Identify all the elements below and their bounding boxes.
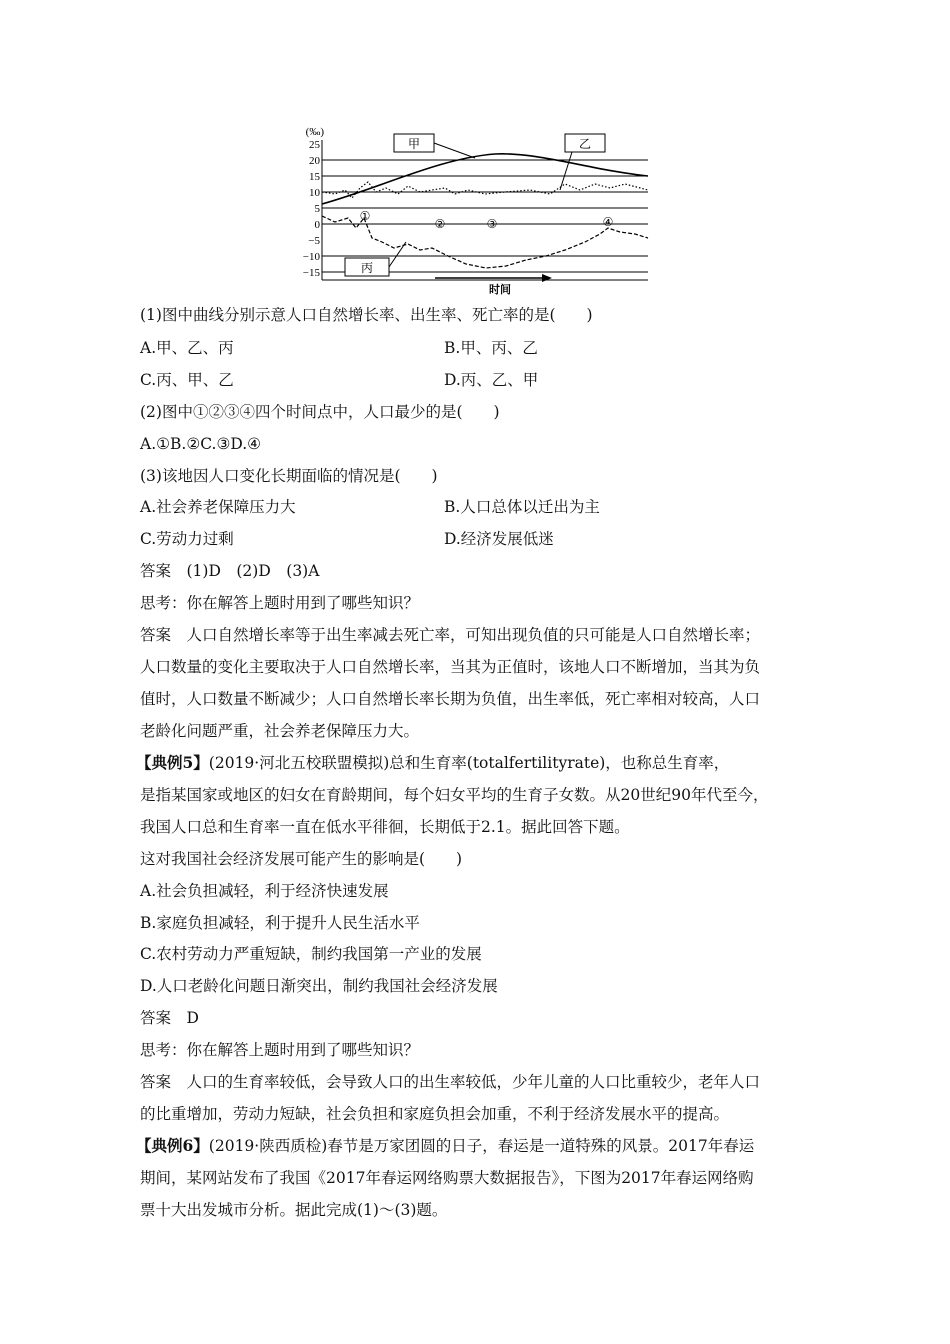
example-6-line: 期间，某网站发布了我国《2017年春运网络购票大数据报告》，下图为2017年春运网络购 <box>140 1169 754 1187</box>
time-points <box>360 209 614 231</box>
y-tick: 10 <box>309 187 320 199</box>
point-3: ③ <box>486 217 498 231</box>
example-5-option-b: B.家庭负担减轻，利于提升人民生活水平 <box>140 914 420 932</box>
series-jia-line <box>322 154 648 204</box>
y-tick: −5 <box>308 235 320 247</box>
explanation-1-line: 老龄化问题严重，社会养老保障压力大。 <box>140 722 420 740</box>
svg-text:甲: 甲 <box>407 137 421 151</box>
point-1: ① <box>359 209 371 223</box>
x-axis-label: 时间 <box>489 283 511 296</box>
q1-stem: (1)图中曲线分别示意人口自然增长率、出生率、死亡率的是( ) <box>140 306 593 324</box>
q1-option-a: A.甲、乙、丙 <box>140 339 234 357</box>
y-tick: −15 <box>302 267 320 279</box>
svg-text:乙: 乙 <box>578 137 592 151</box>
y-tick: 25 <box>309 139 320 151</box>
point-4: ④ <box>602 215 614 229</box>
example-5-line: 是指某国家或地区的妇女在育龄期间，每个妇女平均的生育子女数。从20世纪90年代至今， <box>140 786 769 804</box>
q2-stem: (2)图中①②③④四个时间点中，人口最少的是( ) <box>140 403 500 421</box>
y-tick: −10 <box>302 251 320 263</box>
example-6-intro: 【典例6】(2019·陕西质检)春节是万家团圆的日子，春运是一道特殊的风景。2017年春运 <box>136 1136 755 1155</box>
label-jia <box>394 134 475 158</box>
q1-option-d: D.丙、乙、甲 <box>444 371 539 389</box>
q3-option-c: C.劳动力过剩 <box>140 530 234 548</box>
q3-option-d: D.经济发展低迷 <box>444 530 554 548</box>
q2-options: A.①B.②C.③D.④ <box>140 435 262 453</box>
time-arrow <box>435 274 552 296</box>
example-5-think: 思考：你在解答上题时用到了哪些知识？ <box>140 1041 420 1059</box>
q1-option-c: C.丙、甲、乙 <box>140 371 234 389</box>
q1-option-b: B.甲、丙、乙 <box>444 339 538 357</box>
example-5-tag: 【典例5】 <box>136 753 209 772</box>
example-5-answer: 答案 D <box>140 1009 199 1027</box>
series-yi-line <box>322 182 648 198</box>
y-tick: 20 <box>309 155 320 167</box>
y-tick: 5 <box>314 203 320 215</box>
q3-option-a: A.社会养老保障压力大 <box>140 498 296 516</box>
example-5-question: 这对我国社会经济发展可能产生的影响是( ) <box>140 850 463 868</box>
example-6-line: 票十大出发城市分析。据此完成(1)～(3)题。 <box>140 1201 448 1219</box>
example-5-option-c: C.农村劳动力严重短缺，制约我国第一产业的发展 <box>140 945 482 963</box>
y-tick-labels <box>303 126 325 279</box>
explanation-1-line: 值时，人口数量不断减少；人口自然增长率长期为负值，出生率低，死亡率相对较高，人口 <box>140 690 761 708</box>
example-5-line: 我国人口总和生育率一直在低水平徘徊，长期低于2.1。据此回答下题。 <box>140 818 630 836</box>
point-2: ② <box>434 217 446 231</box>
q3-option-b: B.人口总体以迁出为主 <box>444 498 600 516</box>
think-1: 思考：你在解答上题时用到了哪些知识？ <box>140 594 420 612</box>
answer-1: 答案 (1)D (2)D (3)A <box>140 562 320 580</box>
example-5-explanation-line: 的比重增加，劳动力短缺，社会负担和家庭负担会加重，不利于经济发展水平的提高。 <box>140 1105 730 1123</box>
example-5-option-a: A.社会负担减轻，利于经济快速发展 <box>140 882 389 900</box>
svg-text:丙: 丙 <box>360 261 374 275</box>
q3-stem: (3)该地因人口变化长期面临的情况是( ) <box>140 467 438 485</box>
population-rate-chart <box>290 118 660 296</box>
example-5-explanation-line: 答案 人口的生育率较低，会导致人口的出生率较低，少年儿童的人口比重较少，老年人口 <box>140 1073 761 1091</box>
y-tick: 15 <box>309 171 320 183</box>
y-tick: 0 <box>314 219 320 231</box>
example-5-option-d: D.人口老龄化问题日渐突出，制约我国社会经济发展 <box>140 977 498 995</box>
example-6-tag: 【典例6】 <box>136 1136 209 1155</box>
example-5-intro: 【典例5】(2019·河北五校联盟模拟)总和生育率(totalfertilityrate)，也称总生育率， <box>136 753 730 772</box>
y-unit-label: (‰) <box>305 126 324 138</box>
explanation-1-line: 答案 人口自然增长率等于出生率减去死亡率，可知出现负值的只可能是人口自然增长率； <box>140 626 761 644</box>
explanation-1-line: 人口数量的变化主要取决于人口自然增长率，当其为正值时，该地人口不断增加，当其为负 <box>140 658 761 676</box>
